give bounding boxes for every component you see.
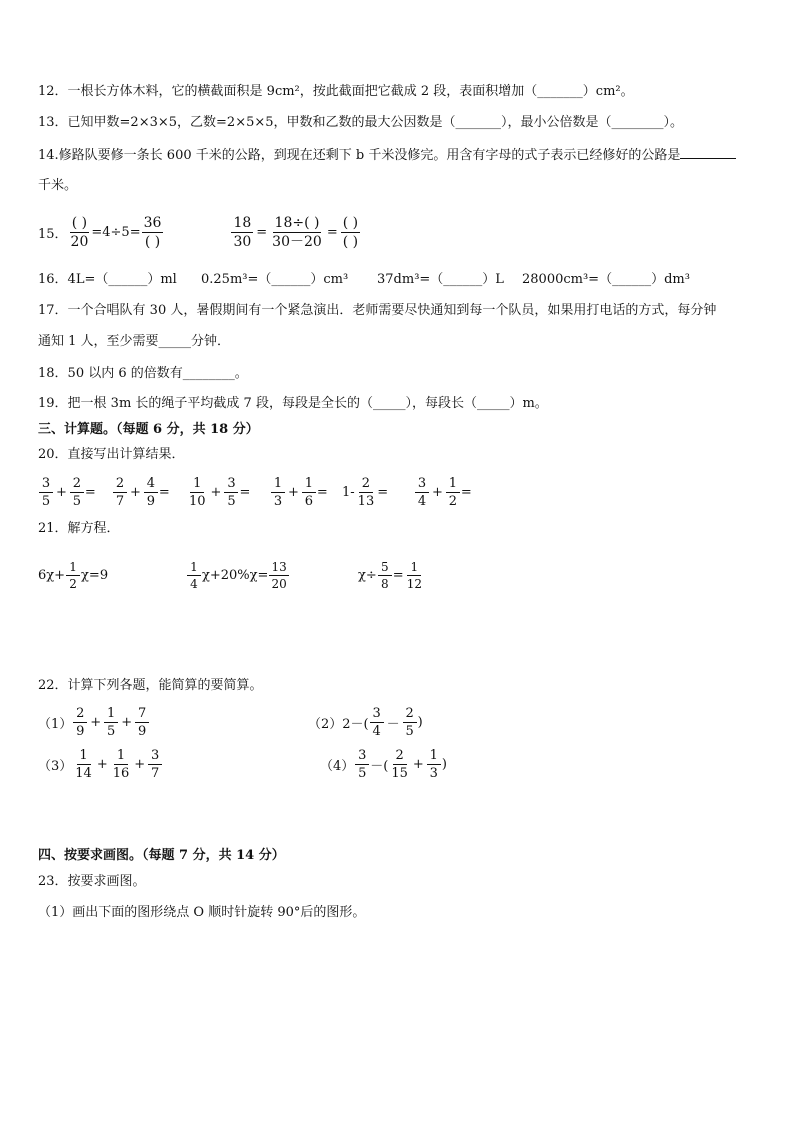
numerator: 2 (73, 707, 87, 723)
denominator: 15 (391, 765, 408, 781)
equation-a (38, 561, 186, 590)
fraction (269, 561, 288, 590)
expression-text: 2－( (342, 716, 369, 732)
fraction (142, 216, 164, 249)
denominator: 30－20 (272, 233, 322, 250)
fraction (66, 561, 80, 590)
section-4-heading: 四、按要求画图。（每题 7 分，共 14 分） (38, 848, 285, 863)
question-14-line1 (38, 146, 736, 165)
question-14-line2: 千米。 (38, 178, 78, 193)
numerator: 2 (403, 707, 417, 723)
denominator: 14 (75, 765, 92, 781)
expression-item (38, 477, 112, 508)
operator: + (96, 756, 108, 772)
fraction (224, 477, 238, 508)
denominator: 8 (380, 576, 389, 591)
operator: + (90, 714, 102, 730)
question-22: 22．计算下列各题，能简算的要简算。 (38, 678, 263, 693)
question-22-part-4 (320, 744, 447, 784)
expression-item (186, 477, 270, 508)
denominator: 4 (190, 576, 198, 591)
denominator: 5 (72, 493, 82, 509)
question-16-part-a: 16．4L=（______）ml (38, 272, 177, 287)
question-23-part-1: （1）画出下面的图形绕点 O 顺时针旋转 90°后的图形。 (38, 905, 366, 920)
numerator: 3 (39, 477, 53, 493)
numerator: 1 (104, 707, 118, 723)
numerator: 7 (135, 707, 149, 723)
question-20-items (38, 472, 472, 512)
question-23: 23．按要求画图。 (38, 874, 146, 889)
equals: = (84, 484, 96, 500)
numerator: 18 (233, 214, 252, 231)
fraction (187, 561, 201, 590)
question-15-number: 15． (38, 226, 68, 242)
equals: = (377, 484, 389, 500)
operator: + (412, 756, 424, 772)
expression-item (414, 477, 472, 508)
fraction (356, 477, 377, 508)
denominator: 10 (189, 493, 206, 509)
expression-text: =4÷5= (91, 224, 141, 240)
numerator: 2 (359, 477, 373, 493)
numerator: 1 (427, 749, 441, 765)
denominator: 5 (41, 493, 51, 509)
denominator: 9 (76, 723, 85, 739)
numerator: 18÷( ) (274, 214, 320, 231)
question-16-part-c: 37dm³=（______）L (377, 272, 504, 287)
fraction (69, 216, 91, 249)
expression-text: χ=9 (81, 567, 109, 583)
question-17-line2: 通知 1 人，至少需要_____分钟． (38, 334, 231, 349)
fraction (389, 749, 410, 780)
denominator: ( ) (144, 233, 161, 250)
denominator: 7 (151, 765, 160, 781)
numerator: 1 (302, 477, 316, 493)
operator: + (432, 484, 443, 500)
operator: + (288, 484, 299, 500)
denominator: 3 (429, 765, 438, 781)
numerator: 1 (187, 561, 201, 576)
expression-text: 1- (342, 484, 355, 500)
denominator: 2 (448, 493, 458, 509)
operator: + (56, 484, 67, 500)
denominator: 13 (357, 493, 375, 509)
denominator: 12 (406, 576, 422, 591)
denominator: ( ) (342, 233, 359, 250)
numerator: 1 (66, 561, 80, 576)
expression-text: ) (417, 714, 423, 730)
numerator: 5 (378, 561, 392, 576)
question-22-part-2 (308, 702, 423, 742)
operator: + (130, 484, 141, 500)
question-17-line1: 17．一个合唱队有 30 人，暑假期间有一个紧急演出．老师需要尽快通知到每一个队员，如果用打电话的方式，每分钟 (38, 303, 717, 318)
fraction (405, 561, 424, 590)
numerator: ( ) (342, 214, 359, 231)
fraction (446, 477, 460, 508)
fraction (73, 707, 87, 738)
denominator: 6 (304, 493, 314, 509)
answer-blank (680, 146, 736, 159)
fraction (341, 216, 360, 249)
question-21-items (38, 555, 425, 595)
expression-item (270, 477, 342, 508)
fraction (187, 477, 208, 508)
denominator: 5 (405, 723, 414, 739)
numerator: 1 (446, 477, 460, 493)
denominator: 5 (358, 765, 367, 781)
question-13: 13．已知甲数=2×3×5，乙数=2×5×5，甲数和乙数的最大公因数是（_______），最小公倍数是（________）。 (38, 115, 684, 130)
fraction (73, 749, 94, 780)
fraction (135, 707, 149, 738)
question-16-part-d: 28000cm³=（______）dm³ (522, 272, 690, 287)
operator: + (121, 714, 133, 730)
expression-text: ) (441, 756, 447, 772)
fraction (427, 749, 441, 780)
numerator: 3 (355, 749, 369, 765)
equation-c (358, 561, 425, 590)
numerator: 3 (415, 477, 429, 493)
question-22-part-1 (38, 702, 150, 742)
denominator: 5 (227, 493, 236, 509)
fraction (370, 707, 384, 738)
question-19: 19．把一根 3m 长的绳子平均截成 7 段，每段是全长的（_____），每段长（_____）m。 (38, 396, 548, 411)
question-20: 20．直接写出计算结果． (38, 447, 185, 462)
operator: + (134, 756, 146, 772)
fraction (111, 749, 132, 780)
numerator: 2 (393, 749, 407, 765)
expression-text: －( (370, 758, 389, 774)
operator: － (386, 716, 400, 732)
denominator: 20 (70, 233, 89, 250)
operator: + (210, 484, 222, 500)
expression-item (342, 477, 414, 508)
numerator: 2 (70, 477, 84, 493)
numerator: 2 (113, 477, 127, 493)
fraction (270, 216, 324, 249)
denominator: 5 (107, 723, 116, 739)
fraction (403, 707, 417, 738)
denominator: 7 (115, 493, 125, 509)
numerator: 3 (370, 707, 384, 723)
equals: = (392, 567, 404, 583)
expression-text: χ+20%χ= (202, 567, 269, 583)
fraction (104, 707, 118, 738)
question-18: 18．50 以内 6 的倍数有________。 (38, 366, 248, 381)
denominator: 9 (146, 493, 156, 509)
question-16-part-b: 0.25m³=（______）cm³ (201, 272, 349, 287)
numerator: 36 (143, 214, 162, 231)
denominator: 30 (233, 233, 252, 250)
numerator: 3 (224, 477, 238, 493)
numerator: 1 (190, 477, 204, 493)
fraction (231, 216, 253, 249)
numerator: 4 (144, 477, 158, 493)
equals: = (158, 484, 170, 500)
numerator: ( ) (71, 214, 88, 231)
part-number: （1） (38, 716, 73, 732)
question-22-part-3 (38, 744, 163, 784)
question-21: 21．解方程． (38, 521, 120, 536)
numerator: 1 (114, 749, 128, 765)
fraction (415, 477, 429, 508)
denominator: 9 (137, 723, 147, 739)
section-3-heading: 三、计算题。（每题 6 分，共 18 分） (38, 422, 259, 437)
fraction (302, 477, 316, 508)
equals: = (460, 484, 472, 500)
fraction (148, 749, 162, 780)
denominator: 16 (112, 765, 130, 781)
part-number: （3） (38, 758, 73, 774)
numerator: 1 (77, 749, 91, 765)
numerator: 1 (407, 561, 421, 576)
denominator: 4 (372, 723, 381, 739)
numerator: 13 (271, 559, 287, 574)
expression-item (112, 477, 186, 508)
fraction (271, 477, 285, 508)
part-number: （2） (308, 716, 343, 732)
denominator: 20 (271, 576, 287, 591)
question-14-text: 14.修路队要修一条长 600 千米的公路，到现在还剩下 b 千米没修完。用含有字母的式子表示已经修好的公路是 (38, 148, 681, 163)
equation-b (186, 561, 358, 590)
fraction (39, 477, 53, 508)
equals: = (316, 484, 328, 500)
fraction (113, 477, 127, 508)
equals: = (239, 484, 251, 500)
fraction (144, 477, 158, 508)
question-16 (38, 271, 177, 289)
expression-text: 6χ+ (38, 567, 66, 583)
part-number: （4） (320, 758, 355, 774)
denominator: 4 (417, 493, 427, 509)
expression-text: χ÷ (358, 567, 377, 583)
fraction (355, 749, 369, 780)
fraction (70, 477, 84, 508)
denominator: 3 (273, 493, 283, 509)
fraction (378, 561, 392, 590)
numerator: 1 (271, 477, 285, 493)
question-15: 15． $\frac{( )}{20}$ =4÷5= $\frac{36}{( )}$ $\frac{18}{30}$ = $\frac{18\div( )}{30-20}$ = $\frac{( )}{( )}$ (38, 214, 359, 250)
question-12: 12．一根长方体木料，它的横截面积是 9cm²，按此截面把它截成 2 段，表面积增加（_______）cm²。 (38, 84, 634, 99)
numerator: 3 (148, 749, 162, 765)
denominator: 2 (69, 576, 77, 591)
